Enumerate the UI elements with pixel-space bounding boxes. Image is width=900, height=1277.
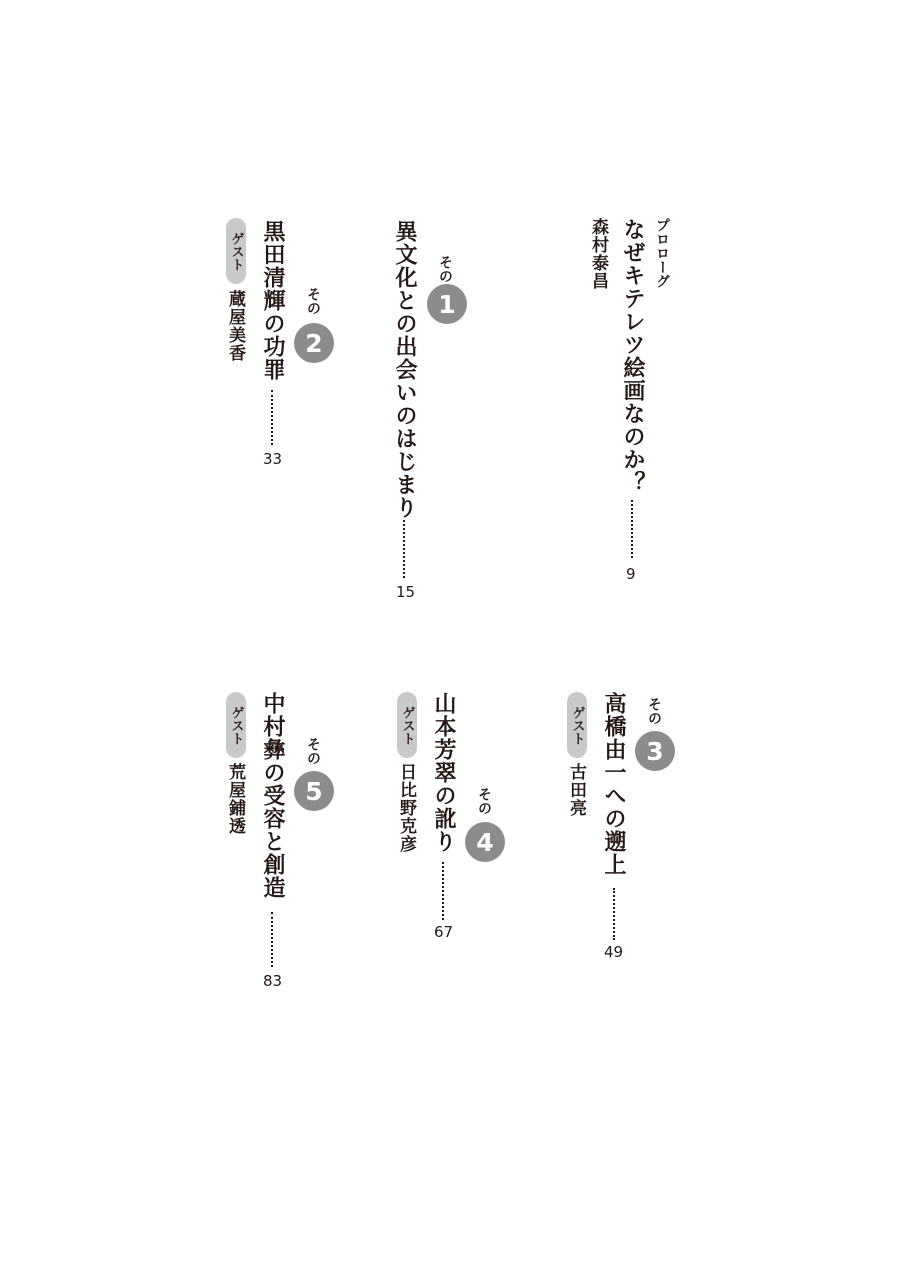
entry-2-page-number: 33 <box>263 450 283 468</box>
entry-2-title[interactable]: 黒田清輝の功罪 <box>260 220 285 381</box>
entry-3-guest-name: 古田亮 <box>566 763 586 817</box>
entry-4-leader-dots <box>442 862 444 920</box>
entry-3-leader-dots <box>613 888 615 940</box>
entry-5-title[interactable]: 中村彝の受容と創造 <box>260 692 285 899</box>
prologue-author: 森村泰昌 <box>588 218 608 290</box>
entry-5-guest-badge: ゲスト <box>226 692 246 758</box>
entry-2-number-badge: 2 <box>294 323 334 363</box>
entry-4-page-number: 67 <box>434 923 454 941</box>
entry-1-sono: その <box>437 255 453 283</box>
entry-3-number-badge: 3 <box>635 731 675 771</box>
prologue-page-number: 9 <box>626 565 636 583</box>
entry-4-title[interactable]: 山本芳翠の訛り <box>431 692 456 853</box>
entry-3-page-number: 49 <box>604 943 624 961</box>
entry-2-guest-name: 蔵屋美香 <box>225 290 245 362</box>
entry-1-title[interactable]: 異文化との出会いのはじまり <box>392 220 417 519</box>
entry-3-title[interactable]: 高橋由一への遡上 <box>601 692 626 876</box>
entry-4-sono: その <box>476 787 492 815</box>
entry-1-page-number: 15 <box>396 583 416 601</box>
entry-5-leader-dots <box>271 912 273 967</box>
entry-2-leader-dots <box>271 390 273 445</box>
prologue-title[interactable]: なぜキテレツ絵画なのか？ <box>620 218 645 494</box>
entry-4-guest-name: 日比野克彦 <box>396 763 416 853</box>
entry-3-guest-badge: ゲスト <box>567 692 587 758</box>
entry-3-sono: その <box>646 697 662 725</box>
entry-5-page-number: 83 <box>263 972 283 990</box>
entry-4-number-badge: 4 <box>465 822 505 862</box>
entry-5-sono: その <box>305 737 321 765</box>
entry-1-leader-dots <box>403 520 405 578</box>
entry-5-guest-name: 荒屋鋪透 <box>225 763 245 835</box>
prologue-label: プロローグ <box>654 218 670 288</box>
entry-2-sono: その <box>305 287 321 315</box>
entry-1-number-badge: 1 <box>427 284 467 324</box>
entry-4-guest-badge: ゲスト <box>397 692 417 758</box>
prologue-leader-dots <box>631 500 633 558</box>
entry-5-number-badge: 5 <box>294 771 334 811</box>
entry-2-guest-badge: ゲスト <box>226 218 246 284</box>
